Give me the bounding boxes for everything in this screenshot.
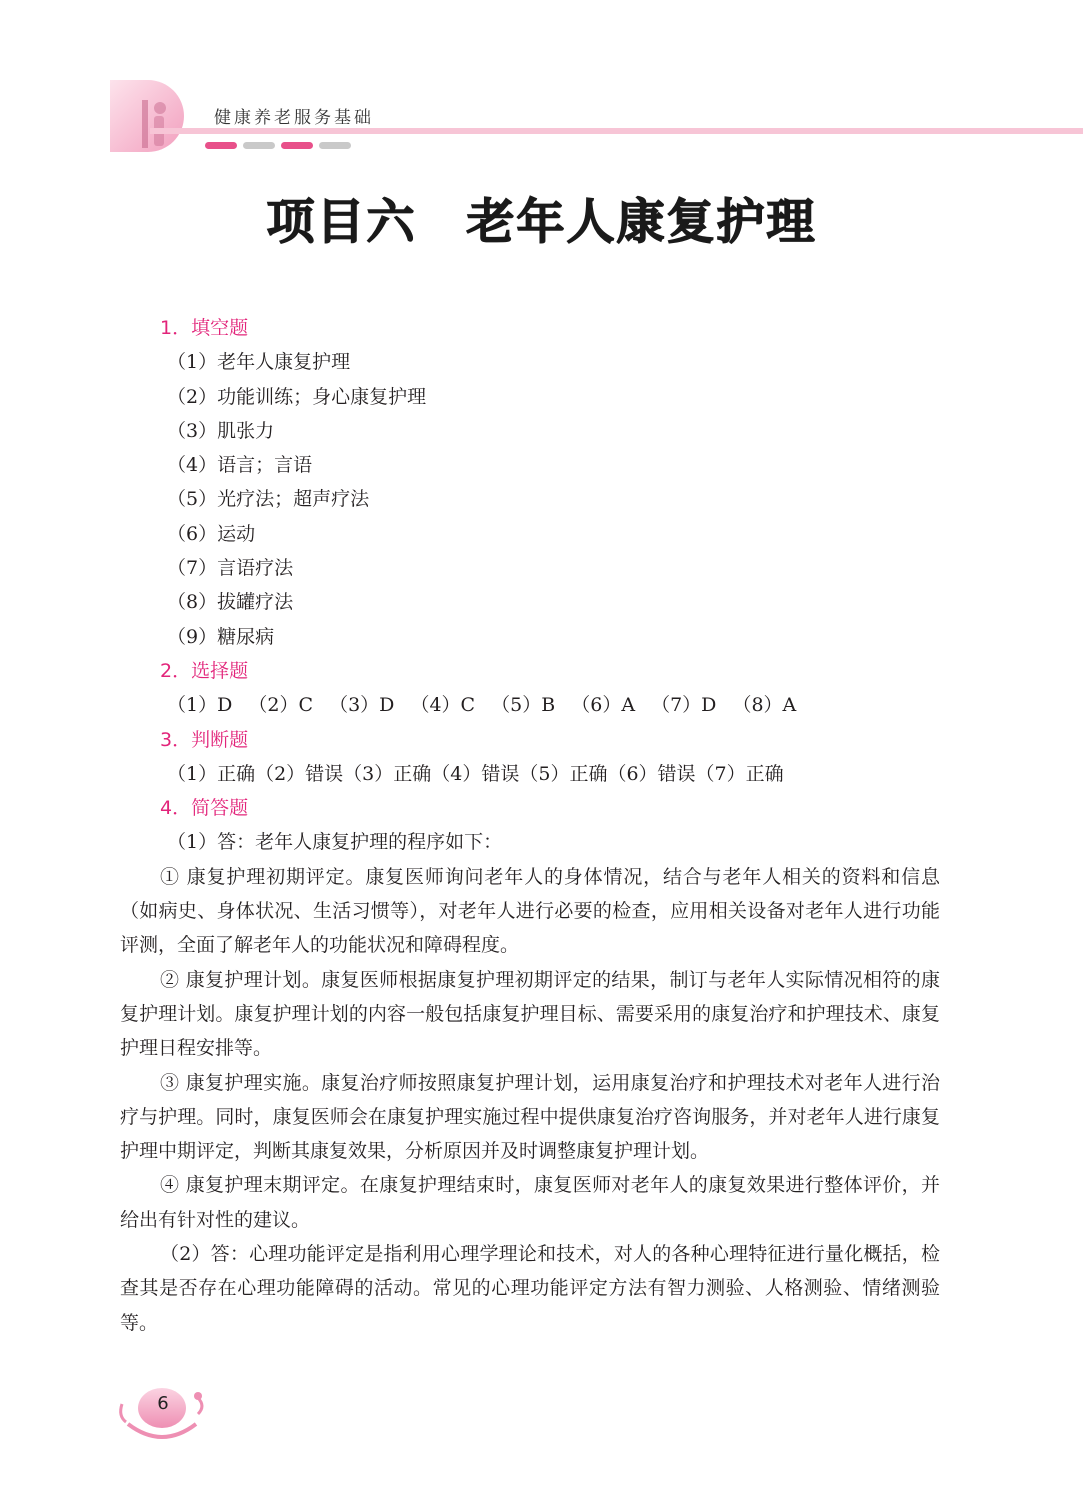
list-item: （7）言语疗法	[167, 557, 294, 580]
list-item: （9）糖尿病	[167, 625, 275, 648]
section-heading: 1．填空题	[160, 317, 249, 339]
choice-answer: （3）D	[329, 694, 395, 717]
list-item: （3）肌张力	[167, 419, 275, 442]
book-title: 健康养老服务基础	[214, 108, 374, 128]
choice-answer: （2）C	[248, 694, 314, 717]
section-heading: 3．判断题	[160, 728, 249, 751]
section-heading: 4．简答题	[160, 797, 249, 820]
list-item: （5）光疗法；超声疗法	[167, 488, 370, 511]
judgment-answers: （1）正确（2）错误（3）正确（4）错误（5）正确（6）错误（7）正确	[167, 762, 784, 785]
choice-answer: （8）A	[732, 694, 797, 717]
page-title: 项目六 老年人康复护理	[266, 194, 817, 250]
dash-decoration	[319, 142, 351, 149]
paragraph: ② 康复护理计划。康复医师根据康复护理初期评定的结果，制订与老年人实际情况相符的康复护理计划。康复护理计划的内容一般包括康复护理目标、需要采用的康复治疗和护理技术、康复护理日程安排等。	[120, 968, 940, 1060]
paragraph: ① 康复护理初期评定。康复医师询问老年人的身体情况，结合与老年人相关的资料和信息（如病史、身体状况、生活习惯等），对老年人进行必要的检查，应用相关设备对老年人进行功能评测，全面了解老年人的功能状况和障碍程度。	[120, 865, 940, 957]
page-number: 6	[157, 1393, 169, 1414]
paragraph: ④ 康复护理末期评定。在康复护理结束时，康复医师对老年人的康复效果进行整体评价，并给出有针对性的建议。	[120, 1174, 940, 1231]
dash-decoration	[205, 142, 237, 149]
choice-answer: （5）B	[491, 694, 556, 717]
list-item: （8）拔罐疗法	[167, 591, 294, 614]
list-item: （2）功能训练；身心康复护理	[167, 385, 427, 408]
header-rule	[150, 128, 1083, 134]
dash-decoration	[281, 142, 313, 149]
choice-answers	[120, 688, 940, 722]
answer-content	[120, 311, 940, 1340]
question-intro: （1）答：老年人康复护理的程序如下：	[167, 831, 503, 854]
choice-answer: （7）D	[651, 694, 717, 717]
choice-answer: （4）C	[410, 694, 476, 717]
choice-answer: （6）A	[571, 694, 636, 717]
paragraph: ③ 康复护理实施。康复治疗师按照康复护理计划，运用康复治疗和护理技术对老年人进行治疗与护理。同时，康复医师会在康复护理实施过程中提供康复治疗咨询服务，并对老年人进行康复护理中期评定，判断其康复效果，分析原因并及时调整康复护理计划。	[120, 1071, 940, 1163]
list-item: （1）老年人康复护理	[167, 351, 351, 374]
dash-decoration	[243, 142, 275, 149]
list-item: （6）运动	[167, 522, 256, 545]
list-item: （4）语言；言语	[167, 454, 313, 477]
header-dashes	[205, 142, 351, 149]
header-emblem-icon	[108, 78, 192, 154]
choice-answer: （1）D	[167, 694, 233, 717]
section-heading: 2．选择题	[160, 659, 249, 682]
paragraph: （2）答：心理功能评定是指利用心理学理论和技术，对人的各种心理特征进行量化概括，检查其是否存在心理功能障碍的活动。常见的心理功能评定方法有智力测验、人格测验、情绪测验等。	[120, 1243, 940, 1334]
